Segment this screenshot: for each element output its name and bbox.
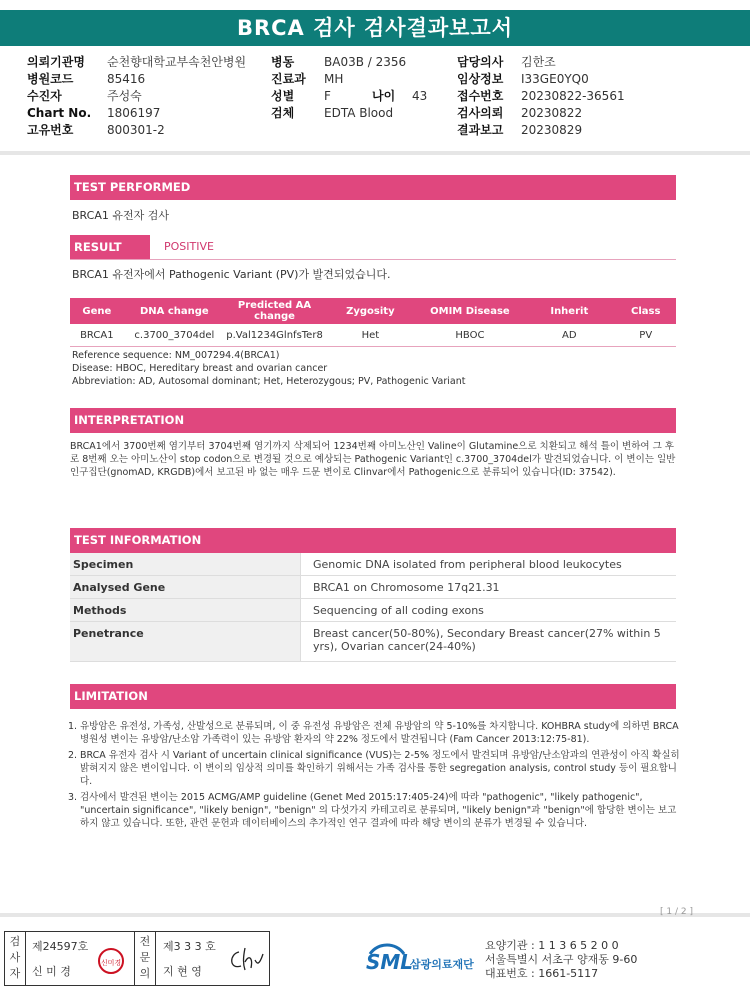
lab-phone: 대표번호 : 1661-5117 — [485, 967, 599, 980]
tester-label-cell — [5, 932, 26, 985]
doctor-license: 제3 3 3 호 — [163, 940, 216, 953]
meta-value: 김한조 — [521, 55, 556, 69]
list-item — [68, 749, 680, 788]
reference-notes — [72, 349, 465, 388]
table-cell: c.3700_3704del — [124, 324, 225, 347]
doctor-label: 전 문 의 — [139, 935, 151, 980]
table-row — [70, 599, 676, 622]
meta-label: Chart No. — [27, 106, 92, 120]
meta-label: 임상정보 — [457, 72, 504, 86]
meta-label: 검체 — [271, 106, 295, 120]
meta-label: 진료과 — [271, 72, 306, 86]
variant-header: OMIM Disease — [417, 298, 523, 324]
meta-label: 수진자 — [27, 89, 62, 103]
list-number: 3. — [68, 792, 78, 803]
header-divider — [0, 151, 750, 155]
meta-label: 접수번호 — [457, 89, 504, 103]
result-value: POSITIVE — [164, 240, 214, 253]
info-value: Breast cancer(50-80%), Secondary Breast cancer(27% within 5 yrs), Ovarian cancer(24-40%) — [301, 622, 677, 662]
variant-table — [70, 298, 676, 347]
meta-value: 85416 — [107, 72, 146, 86]
interpretation-heading: INTERPRETATION — [70, 408, 676, 433]
tester-seal-icon: 신미경 — [98, 948, 124, 974]
test-performed-text: BRCA1 유전자 검사 — [72, 209, 169, 222]
signature-box — [4, 931, 270, 986]
tester-license: 제24597호 — [32, 940, 89, 953]
meta-label: 병원코드 — [27, 72, 74, 86]
variant-header: Predicted AA change — [225, 298, 324, 324]
reference-disease: Disease: HBOC, Hereditary breast and ovarian cancer — [72, 363, 328, 374]
table-cell: BRCA1 — [70, 324, 124, 347]
variant-header: Class — [615, 298, 676, 324]
meta-value: 1806197 — [107, 106, 161, 120]
variant-header: Gene — [70, 298, 124, 324]
meta-col-3 — [457, 54, 625, 139]
info-key: Specimen — [70, 553, 301, 576]
footer-divider — [0, 913, 750, 917]
meta-label: 성별 — [271, 89, 295, 103]
doctor-name: 지 현 영 — [163, 965, 202, 978]
meta-value: 20230822 — [521, 106, 583, 120]
lab-logo-text: SML — [366, 950, 414, 974]
list-text: 유방암은 유전성, 가족성, 산발성으로 분류되며, 이 중 유전성 유방암은 전체 유방암의 약 5-10%를 차지합니다. KOHBRA study에 의하면 BRCA 병원성 변이는 유방암/난소암 가족력이 있는 유방암 환자의 약 22% 정도에서 발견됩니다 (Fam Cancer 2013:12:75-81). — [80, 721, 679, 745]
doctor-signature-icon — [227, 944, 265, 974]
meta-value: 20230822-36561 — [521, 89, 625, 103]
meta-label: 의뢰기관명 — [27, 55, 85, 69]
info-key: Methods — [70, 599, 301, 622]
meta-value: MH — [324, 72, 344, 86]
variant-header: Zygosity — [324, 298, 417, 324]
meta-label: 고유번호 — [27, 123, 74, 137]
tester-name: 신 미 경 — [32, 965, 71, 978]
test-performed-heading: TEST PERFORMED — [70, 175, 676, 200]
limitation-heading: LIMITATION — [70, 684, 676, 709]
meta-value: 주성숙 — [107, 89, 142, 103]
table-row — [70, 576, 676, 599]
lab-address: 서울특별시 서초구 양재동 9-60 — [485, 953, 638, 966]
list-item — [68, 720, 680, 746]
meta-label: 병동 — [271, 55, 295, 69]
reference-abbreviation: Abbreviation: AD, Autosomal dominant; Het, Heterozygous; PV, Pathogenic Variant — [72, 376, 466, 387]
info-value: Sequencing of all coding exons — [301, 599, 677, 622]
meta-value: BA03B / 2356 — [324, 55, 407, 69]
table-row — [70, 553, 676, 576]
age-label: 나이 — [372, 89, 396, 103]
meta-label: 검사의뢰 — [457, 106, 504, 120]
interpretation-text: BRCA1에서 3700번째 염기부터 3704번째 염기까지 삭제되어 1234번째 아미노산인 Valine이 Glutamine으로 치환되고 해석 틀이 변하여 그 후로 8번째 오는 아미노산이 stop codon으로 변경될 것으로 예상되는 Pathogenic Variant인 c.3700_3704del가 발견되었습니다. 이 변이는 일반 인구집단(gnomAD, KRGDB)에서 보고된 바 없는 매우 드문 변이로 Clinvar에서 Pathogenic으로 분류되어 있습니다(ID: 37542). — [70, 441, 676, 478]
table-cell: PV — [615, 324, 676, 347]
list-number: 1. — [68, 721, 78, 732]
table-cell: p.Val1234GlnfsTer8 — [225, 324, 324, 347]
report-title: BRCA 검사 검사결과보고서 — [0, 10, 750, 46]
age-value: 43 — [412, 89, 428, 103]
list-text: BRCA 유전자 검사 시 Variant of uncertain clinical significance (VUS)는 2-5% 정도에서 발견되며 유방암/난소암과의 연관성이 아직 확실히 밝혀지지 않은 변이입니다. 이 변이의 임상적 의미를 확인하기 위해서는 가족 검사를 통한 segregation analysis, control study 등이 필요합니다. — [80, 750, 680, 787]
info-value: Genomic DNA isolated from peripheral blood leukocytes — [301, 553, 677, 576]
meta-label: 결과보고 — [457, 123, 504, 137]
table-cell: AD — [523, 324, 615, 347]
tester-cell — [26, 932, 135, 985]
result-row — [70, 235, 676, 260]
list-item — [68, 791, 680, 830]
lab-name: 삼광의료재단 — [410, 958, 474, 971]
info-key: Analysed Gene — [70, 576, 301, 599]
list-number: 2. — [68, 750, 78, 761]
page-number: [ 1 / 2 ] — [660, 907, 693, 917]
meta-value: 20230829 — [521, 123, 583, 137]
meta-value: I33GE0YQ0 — [521, 72, 589, 86]
test-information-table — [70, 553, 676, 662]
limitation-list — [68, 720, 680, 833]
lab-info — [485, 939, 637, 981]
table-row — [70, 324, 676, 347]
table-cell: HBOC — [417, 324, 523, 347]
meta-value: 800301-2 — [107, 123, 165, 137]
list-text: 검사에서 발견된 변이는 2015 ACMG/AMP guideline (Genet Med 2015:17:405-24)에 따라 "pathogenic", "likely pathogenic", "uncertain significance", "likely benign", "benign" 의 다섯가지 카테고리로 분류되며, "likely benign"과 "benign"에 합당한 변이는 보고하지 않고 있습니다. 또한, 관련 문헌과 데이터베이스의 추가적인 연구 결과에 따라 해당 변이의 분류가 변경될 수 있습니다. — [80, 792, 677, 829]
reference-sequence: Reference sequence: NM_007294.4(BRCA1) — [72, 350, 280, 361]
result-summary: BRCA1 유전자에서 Pathogenic Variant (PV)가 발견되었습니다. — [72, 268, 391, 281]
meta-value: 순천향대학교부속천안병원 — [107, 55, 247, 69]
meta-col-2 — [271, 54, 427, 122]
table-cell: Het — [324, 324, 417, 347]
info-key: Penetrance — [70, 622, 301, 662]
variant-header: Inherit — [523, 298, 615, 324]
tester-label: 검 사 자 — [9, 935, 21, 980]
doctor-label-cell — [135, 932, 156, 985]
variant-header: DNA change — [124, 298, 225, 324]
meta-col-1 — [27, 54, 246, 139]
test-information-heading: TEST INFORMATION — [70, 528, 676, 553]
info-value: BRCA1 on Chromosome 17q21.31 — [301, 576, 677, 599]
meta-value: EDTA Blood — [324, 106, 394, 120]
meta-label: 담당의사 — [457, 55, 504, 69]
meta-value: F — [324, 89, 331, 103]
result-label: RESULT — [70, 235, 150, 259]
lab-code: 요양기관 : 1 1 3 6 5 2 0 0 — [485, 939, 619, 952]
table-row — [70, 622, 676, 662]
